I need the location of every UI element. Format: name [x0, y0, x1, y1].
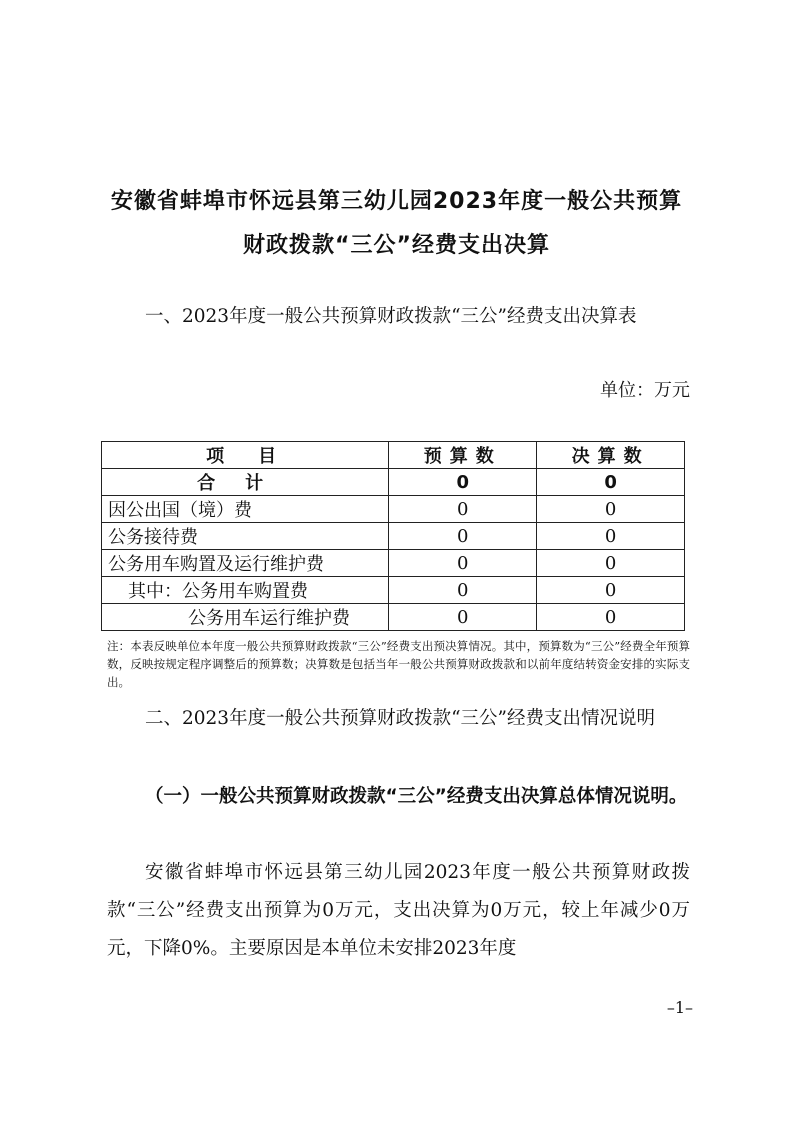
title-line-1: 安徽省蚌埠市怀远县第三幼儿园2023年度一般公共预算: [110, 189, 683, 214]
body-paragraph: 安徽省蚌埠市怀远县第三幼儿园2023年度一般公共预算财政拨款“三公”经费支出预算为0万元，支出决算为0万元，较上年减少0万元，下降0%。主要原因是本单位未安排2023年度: [107, 862, 690, 959]
subsection1-heading: （一）一般公共预算财政拨款“三公”经费支出决算总体情况说明。: [145, 786, 688, 807]
section1-heading: 一、2023年度一般公共预算财政拨款“三公”经费支出决算表: [145, 306, 637, 327]
expense-table: [101, 441, 685, 631]
row-actual: 0: [537, 496, 685, 523]
table-note: 注：本表反映单位本年度一般公共预算财政拨款“三公”经费支出预决算情况。其中，预算数为“三公”经费全年预算数，反映按规定程序调整后的预算数；决算数是包括当年一般公共预算财政拨款和以前年度结转资金安排的实际支出。: [107, 639, 690, 689]
row-budget: 0: [389, 577, 537, 604]
table-row: [102, 496, 685, 523]
row-actual: 0: [537, 523, 685, 550]
table-row: [102, 523, 685, 550]
row-budget: 0: [389, 496, 537, 523]
row-label: 其中：公务用车购置费: [102, 577, 389, 604]
row-label: 公务用车运行维护费: [102, 604, 389, 631]
header-item: 项 目: [102, 442, 389, 469]
row-label: 因公出国（境）费: [102, 496, 389, 523]
header-budget: 预算数: [389, 442, 537, 469]
document-title: [80, 180, 713, 268]
row-actual: 0: [537, 550, 685, 577]
row-budget: 0: [389, 523, 537, 550]
row-budget: 0: [389, 469, 537, 496]
row-budget: 0: [389, 604, 537, 631]
page-number: –1–: [666, 998, 693, 1017]
section2-heading: 二、2023年度一般公共预算财政拨款“三公”经费支出情况说明: [145, 708, 655, 729]
row-label: 公务接待费: [102, 523, 389, 550]
row-budget: 0: [389, 550, 537, 577]
table-header-row: [102, 442, 685, 469]
row-actual: 0: [537, 469, 685, 496]
row-actual: 0: [537, 577, 685, 604]
table-row: [102, 469, 685, 496]
table-row: [102, 550, 685, 577]
header-actual: 决算数: [537, 442, 685, 469]
row-label: 公务用车购置及运行维护费: [102, 550, 389, 577]
title-line-2: 财政拨款“三公”经费支出决算: [243, 233, 550, 258]
row-actual: 0: [537, 604, 685, 631]
table-row: [102, 604, 685, 631]
row-label: 合计: [102, 469, 389, 496]
unit-label: 单位：万元: [600, 380, 690, 401]
table-row: [102, 577, 685, 604]
